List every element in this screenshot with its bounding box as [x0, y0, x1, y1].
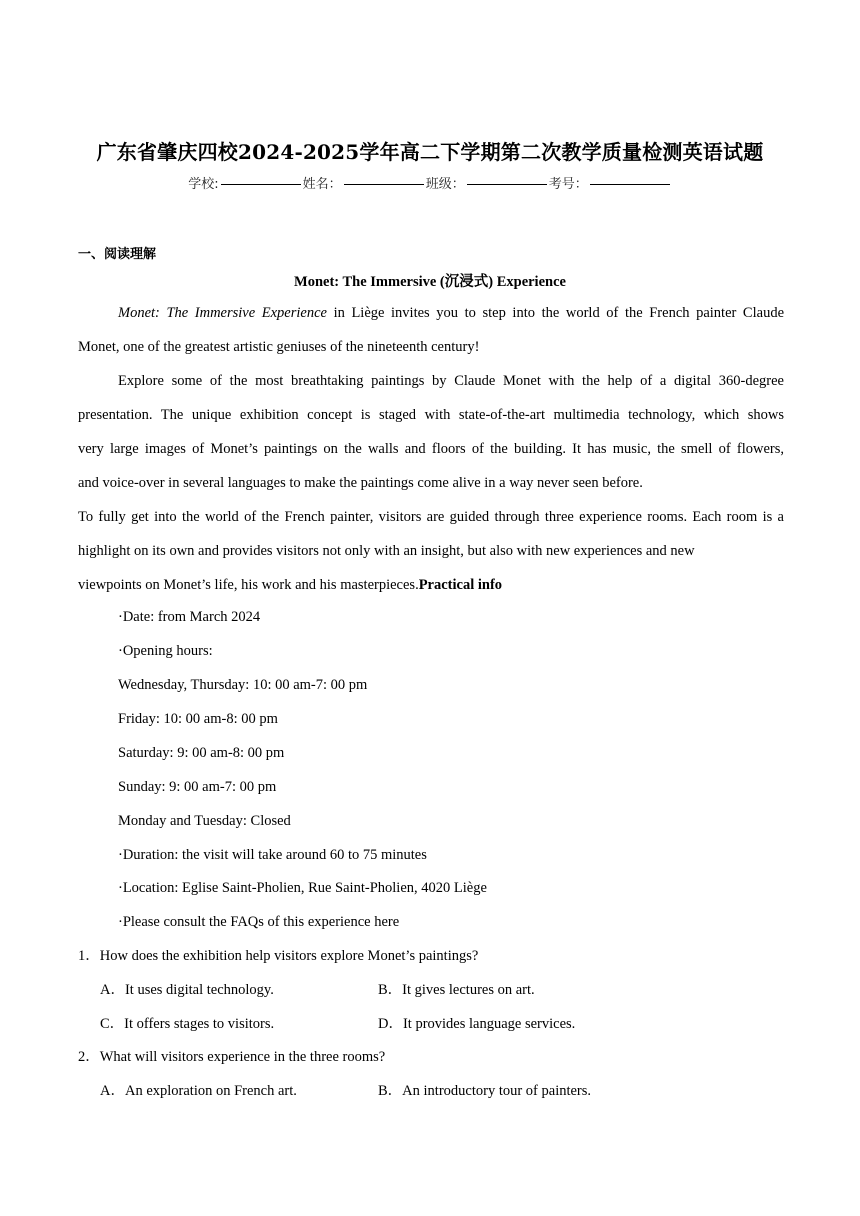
question-1-option-b[interactable]: B．It gives lectures on art. — [378, 982, 535, 998]
question-2-option-a[interactable]: A．An exploration on French art. — [100, 1083, 297, 1099]
section-heading: 一、阅读理解 — [78, 247, 157, 262]
info-location: ·Location: Eglise Saint-Pholien, Rue Saint-Pholien, 4020 Liège — [118, 880, 487, 896]
info-duration: ·Duration: the visit will take around 60 to 75 minutes — [118, 847, 427, 863]
question-1-option-d[interactable]: D．It provides language services. — [378, 1016, 576, 1032]
hours-fri: Friday: 10: 00 am-8: 00 pm — [118, 711, 278, 727]
class-blank[interactable] — [467, 184, 547, 185]
class-label: 班级： — [425, 177, 465, 192]
paragraph-1-line-1 — [78, 296, 784, 330]
name-blank[interactable] — [344, 184, 424, 185]
name-label: 姓名： — [302, 177, 342, 192]
practical-info-heading: Practical info — [418, 577, 503, 593]
page-title: 广东省肇庆四校2024-2025学年高二下学期第二次教学质量检测英语试题 — [96, 140, 764, 164]
info-faq: ·Please consult the FAQs of this experience here — [118, 914, 400, 930]
school-label: 学校: — [188, 177, 219, 192]
hours-wed-thu: Wednesday, Thursday: 10: 00 am-7: 00 pm — [118, 677, 368, 693]
paragraph-3-text: viewpoints on Monet’s life, his work and his masterpieces. — [78, 577, 419, 593]
paragraph-3-line-2: highlight on its own and provides visitors not only with an insight, but also with new experiences and new — [78, 543, 695, 559]
exam-number-label: 考号： — [548, 177, 588, 192]
student-info-fields — [0, 173, 860, 192]
exhibition-name: Monet: The Immersive Experience — [118, 305, 327, 321]
school-blank[interactable] — [221, 184, 301, 185]
question-1-option-c[interactable]: C．It offers stages to visitors. — [100, 1016, 275, 1032]
hours-sat: Saturday: 9: 00 am-8: 00 pm — [118, 745, 285, 761]
paragraph-2-line-3: very large images of Monet’s paintings on the walls and floors of the building. It has music, the smell of flowers, — [78, 441, 784, 457]
question-2-stem: 2．What will visitors experience in the three rooms? — [78, 1049, 386, 1065]
paragraph-1-line-2: Monet, one of the greatest artistic geniuses of the nineteenth century! — [78, 339, 480, 355]
passage-title: Monet: The Immersive (沉浸式) Experience — [294, 274, 566, 290]
hours-sun: Sunday: 9: 00 am-7: 00 pm — [118, 779, 277, 795]
paragraph-2-line-4: and voice-over in several languages to make the paintings come alive in a way never seen before. — [78, 475, 643, 491]
paragraph-3-line-3 — [78, 568, 784, 602]
paragraph-3-line-1: To fully get into the world of the French painter, visitors are guided through three experience rooms. Each room is a — [78, 509, 784, 525]
info-date: ·Date: from March 2024 — [118, 609, 261, 625]
paragraph-1-text: in Liège invites you to step into the world of the French painter Claude — [333, 305, 784, 321]
paragraph-2-line-2: presentation. The unique exhibition concept is staged with state-of-the-art multimedia technology, which shows — [78, 407, 784, 423]
question-2-option-b[interactable]: B．An introductory tour of painters. — [378, 1083, 592, 1099]
question-1-option-a[interactable]: A．It uses digital technology. — [100, 982, 274, 998]
paragraph-2-line-1: Explore some of the most breathtaking paintings by Claude Monet with the help of a digital 360-degree — [118, 373, 784, 389]
question-1-stem: 1．How does the exhibition help visitors explore Monet’s paintings? — [78, 948, 479, 964]
info-opening-hours: ·Opening hours: — [118, 643, 213, 659]
hours-mon-tue: Monday and Tuesday: Closed — [118, 813, 291, 829]
exam-number-blank[interactable] — [590, 184, 670, 185]
